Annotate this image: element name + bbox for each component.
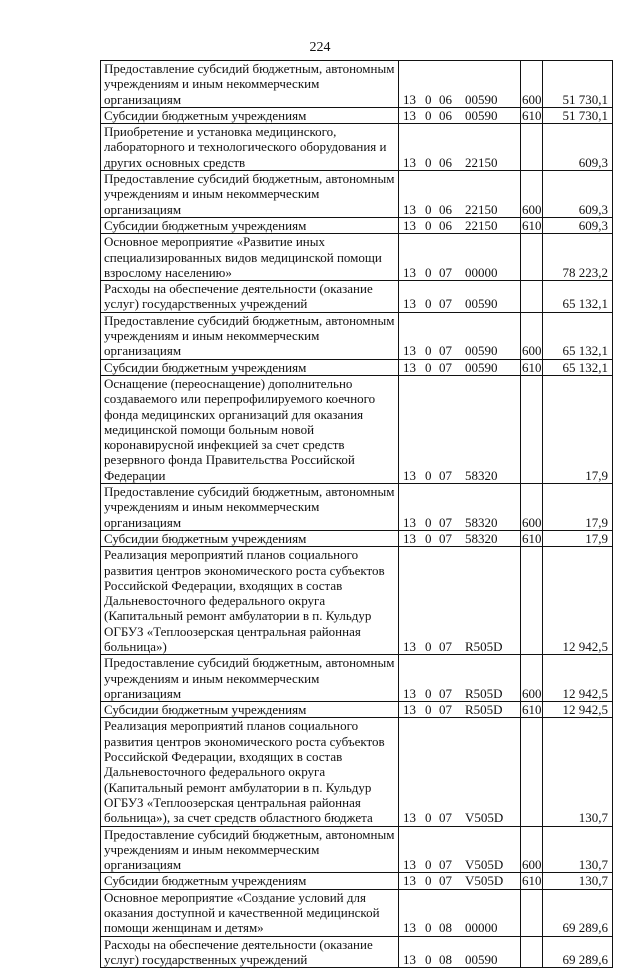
row-code <box>399 281 521 313</box>
code-prog: 13 <box>403 530 416 546</box>
table-row <box>101 936 613 968</box>
code-dir: R505D <box>465 685 503 701</box>
row-amount: 130,7 <box>543 826 613 873</box>
code-dir: V505D <box>465 873 504 889</box>
table-row <box>101 124 613 171</box>
row-amount: 12 942,5 <box>543 547 613 655</box>
row-expense-type <box>521 375 543 483</box>
table-row <box>101 718 613 826</box>
row-expense-type: 610 <box>522 873 542 889</box>
code-prog: 13 <box>403 514 416 530</box>
row-amount: 17,9 <box>543 375 613 483</box>
row-code <box>399 873 521 889</box>
row-amount: 69 289,6 <box>543 936 613 968</box>
row-amount: 78 223,2 <box>543 234 613 281</box>
row-amount: 609,3 <box>543 217 613 233</box>
row-code <box>399 171 521 218</box>
code-prog: 13 <box>403 217 416 233</box>
row-code <box>399 530 521 546</box>
row-expense-type <box>521 936 543 968</box>
row-expense-type <box>521 281 543 313</box>
row-amount: 51 730,1 <box>543 61 613 108</box>
row-code <box>399 217 521 233</box>
row-code <box>399 655 521 702</box>
code-dir: V505D <box>465 857 504 873</box>
budget-table <box>100 60 613 968</box>
code-dir: R505D <box>465 702 503 718</box>
code-prog: 13 <box>403 810 416 826</box>
row-expense-type <box>521 547 543 655</box>
row-amount: 65 132,1 <box>543 312 613 359</box>
row-code <box>399 107 521 123</box>
table-row <box>101 655 613 702</box>
row-name: Предоставление субсидий бюджетным, автономным учреждениям и иным некоммерческим организациям <box>101 61 399 108</box>
row-name: Предоставление субсидий бюджетным, автономным учреждениям и иным некоммерческим организациям <box>101 655 399 702</box>
page-number: 224 <box>309 40 331 55</box>
code-sub: 0 <box>425 343 432 359</box>
row-expense-type <box>521 124 543 171</box>
code-prog: 13 <box>403 951 416 967</box>
code-dir: 00000 <box>465 920 498 936</box>
table-row <box>101 61 613 108</box>
row-name: Субсидии бюджетным учреждениям <box>101 702 399 718</box>
code-prog: 13 <box>403 154 416 170</box>
code-dir: 00590 <box>465 107 498 123</box>
code-main: 06 <box>439 154 452 170</box>
code-prog: 13 <box>403 107 416 123</box>
code-prog: 13 <box>403 873 416 889</box>
table-row <box>101 873 613 889</box>
code-main: 06 <box>439 107 452 123</box>
code-sub: 0 <box>425 154 432 170</box>
code-prog: 13 <box>403 702 416 718</box>
code-prog: 13 <box>403 920 416 936</box>
code-main: 07 <box>439 873 452 889</box>
row-code <box>399 359 521 375</box>
row-amount: 609,3 <box>543 124 613 171</box>
code-prog: 13 <box>403 296 416 312</box>
table-row <box>101 375 613 483</box>
row-amount: 130,7 <box>543 873 613 889</box>
table-row <box>101 530 613 546</box>
code-prog: 13 <box>403 857 416 873</box>
code-main: 07 <box>439 514 452 530</box>
table-row <box>101 312 613 359</box>
row-name: Основное мероприятие «Создание условий для оказания доступной и качественной медицинской помощи женщинам и детям» <box>101 889 399 936</box>
row-amount: 69 289,6 <box>543 889 613 936</box>
row-code <box>399 889 521 936</box>
code-dir: 00590 <box>465 951 498 967</box>
table-row <box>101 702 613 718</box>
code-sub: 0 <box>425 530 432 546</box>
row-name: Предоставление субсидий бюджетным, автономным учреждениям и иным некоммерческим организациям <box>101 826 399 873</box>
table-row <box>101 484 613 531</box>
table-row <box>101 826 613 873</box>
code-dir: V505D <box>465 810 504 826</box>
row-expense-type: 610 <box>522 217 542 233</box>
code-main: 07 <box>439 857 452 873</box>
row-amount: 17,9 <box>543 484 613 531</box>
row-name: Предоставление субсидий бюджетным, автономным учреждениям и иным некоммерческим организациям <box>101 484 399 531</box>
code-main: 07 <box>439 296 452 312</box>
code-prog: 13 <box>403 201 416 217</box>
code-main: 07 <box>439 467 452 483</box>
code-dir: 58320 <box>465 514 498 530</box>
code-sub: 0 <box>425 920 432 936</box>
row-amount: 12 942,5 <box>543 655 613 702</box>
row-code <box>399 826 521 873</box>
row-code <box>399 547 521 655</box>
code-sub: 0 <box>425 702 432 718</box>
row-name: Реализация мероприятий планов социального развития центров экономического роста субъектов Российской Федерации, входящих в состав Дальневосточного федерального округа (Капитальный ремонт амбулатории в п. Кульдур ОГБУЗ «Теплоозерская центральная районная больница»), за счет средств областного бюджета <box>101 718 399 826</box>
code-prog: 13 <box>403 359 416 375</box>
row-amount: 12 942,5 <box>543 702 613 718</box>
row-code <box>399 234 521 281</box>
code-sub: 0 <box>425 91 432 107</box>
code-sub: 0 <box>425 951 432 967</box>
code-main: 07 <box>439 685 452 701</box>
code-dir: 00000 <box>465 264 498 280</box>
table-row <box>101 107 613 123</box>
code-sub: 0 <box>425 467 432 483</box>
row-amount: 65 132,1 <box>543 359 613 375</box>
row-name: Приобретение и установка медицинского, лабораторного и технологического оборудования и других основных средств <box>101 124 399 171</box>
row-expense-type: 610 <box>522 530 542 546</box>
row-name: Основное мероприятие «Развитие иных специализированных видов медицинской помощи взрослому населению» <box>101 234 399 281</box>
code-main: 08 <box>439 951 452 967</box>
row-name: Субсидии бюджетным учреждениям <box>101 217 399 233</box>
table-row <box>101 547 613 655</box>
row-expense-type: 600 <box>521 826 543 873</box>
row-amount: 65 132,1 <box>543 281 613 313</box>
row-name: Расходы на обеспечение деятельности (оказание услуг) государственных учреждений <box>101 936 399 968</box>
table-row <box>101 234 613 281</box>
code-prog: 13 <box>403 264 416 280</box>
row-expense-type: 600 <box>521 312 543 359</box>
row-code <box>399 375 521 483</box>
row-code <box>399 484 521 531</box>
code-main: 07 <box>439 264 452 280</box>
code-sub: 0 <box>425 264 432 280</box>
code-sub: 0 <box>425 857 432 873</box>
row-expense-type <box>521 889 543 936</box>
code-sub: 0 <box>425 873 432 889</box>
code-main: 07 <box>439 810 452 826</box>
table-row <box>101 171 613 218</box>
code-sub: 0 <box>425 201 432 217</box>
code-sub: 0 <box>425 359 432 375</box>
row-expense-type: 600 <box>521 484 543 531</box>
row-code <box>399 936 521 968</box>
code-prog: 13 <box>403 638 416 654</box>
table-row <box>101 281 613 313</box>
row-expense-type: 610 <box>522 359 542 375</box>
code-prog: 13 <box>403 343 416 359</box>
code-sub: 0 <box>425 217 432 233</box>
row-code <box>399 312 521 359</box>
code-main: 07 <box>439 638 452 654</box>
row-name: Расходы на обеспечение деятельности (оказание услуг) государственных учреждений <box>101 281 399 313</box>
code-dir: 22150 <box>465 201 498 217</box>
code-sub: 0 <box>425 514 432 530</box>
row-code <box>399 61 521 108</box>
code-dir: 00590 <box>465 91 498 107</box>
code-dir: 00590 <box>465 296 498 312</box>
code-main: 06 <box>439 201 452 217</box>
code-dir: 58320 <box>465 530 498 546</box>
code-prog: 13 <box>403 685 416 701</box>
row-name: Предоставление субсидий бюджетным, автономным учреждениям и иным некоммерческим организациям <box>101 312 399 359</box>
table-row <box>101 217 613 233</box>
row-amount: 609,3 <box>543 171 613 218</box>
row-name: Реализация мероприятий планов социального развития центров экономического роста субъектов Российской Федерации, входящих в состав Дальневосточного федерального округа (Капитальный ремонт амбулатории в п. Кульдур ОГБУЗ «Теплоозерская центральная районная больница») <box>101 547 399 655</box>
row-expense-type: 600 <box>521 171 543 218</box>
code-sub: 0 <box>425 107 432 123</box>
code-sub: 0 <box>425 685 432 701</box>
code-main: 07 <box>439 359 452 375</box>
row-expense-type: 600 <box>521 655 543 702</box>
row-expense-type: 610 <box>522 107 542 123</box>
code-main: 07 <box>439 702 452 718</box>
row-name: Субсидии бюджетным учреждениям <box>101 530 399 546</box>
code-main: 07 <box>439 530 452 546</box>
code-dir: 58320 <box>465 467 498 483</box>
table-row <box>101 889 613 936</box>
code-main: 07 <box>439 343 452 359</box>
code-dir: 00590 <box>465 343 498 359</box>
row-name: Предоставление субсидий бюджетным, автономным учреждениям и иным некоммерческим организациям <box>101 171 399 218</box>
code-dir: R505D <box>465 638 503 654</box>
code-dir: 22150 <box>465 217 498 233</box>
row-code <box>399 702 521 718</box>
code-main: 06 <box>439 217 452 233</box>
code-prog: 13 <box>403 91 416 107</box>
code-sub: 0 <box>425 638 432 654</box>
row-code <box>399 124 521 171</box>
table-row <box>101 359 613 375</box>
row-amount: 51 730,1 <box>543 107 613 123</box>
code-prog: 13 <box>403 467 416 483</box>
code-sub: 0 <box>425 296 432 312</box>
code-sub: 0 <box>425 810 432 826</box>
code-dir: 00590 <box>465 359 498 375</box>
row-expense-type: 610 <box>522 702 542 718</box>
code-dir: 22150 <box>465 154 498 170</box>
row-name: Субсидии бюджетным учреждениям <box>101 873 399 889</box>
row-code <box>399 718 521 826</box>
row-expense-type <box>521 234 543 281</box>
code-main: 08 <box>439 920 452 936</box>
row-amount: 130,7 <box>543 718 613 826</box>
row-expense-type <box>521 718 543 826</box>
row-name: Субсидии бюджетным учреждениям <box>101 359 399 375</box>
row-amount: 17,9 <box>543 530 613 546</box>
row-name: Оснащение (переоснащение) дополнительно создаваемого или перепрофилируемого коечного фонда медицинских организаций для оказания медицинской помощи больным новой коронавирусной инфекцией за счет средств резервного фонда Правительства Российской Федерации <box>101 375 399 483</box>
row-name: Субсидии бюджетным учреждениям <box>101 107 399 123</box>
code-main: 06 <box>439 91 452 107</box>
row-expense-type: 600 <box>521 61 543 108</box>
